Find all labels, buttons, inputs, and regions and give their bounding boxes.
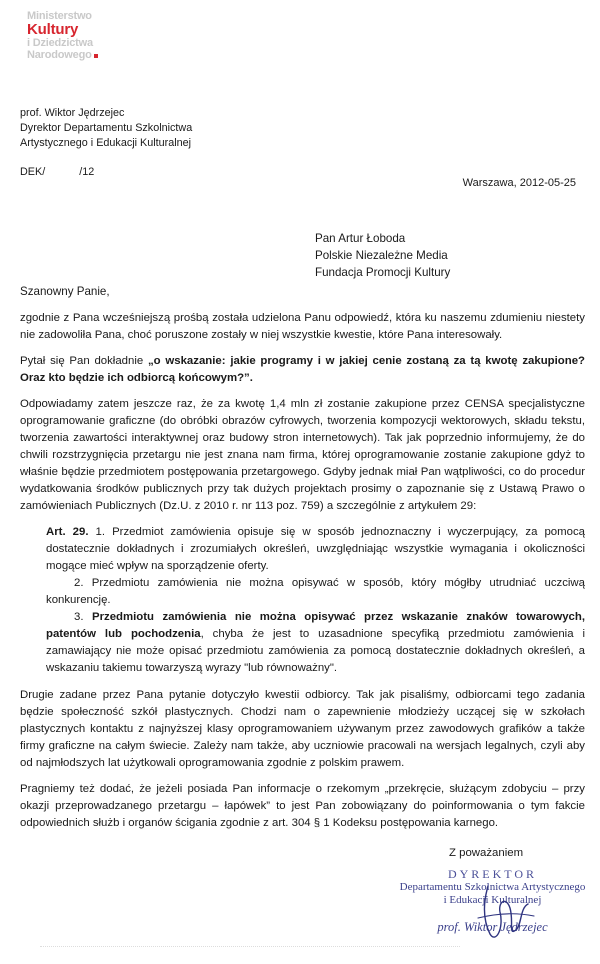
ministry-logo (27, 10, 119, 61)
logo-line-dziedzictwa: i Dziedzictwa (27, 37, 93, 49)
paragraph-1: zgodnie z Pana wcześniejszą prośbą została udzielona Panu odpowiedź, która ku naszemu zdumieniu niestety nie zadowoliła Pana, choć poruszone zostały w niej wszystkie kwestie, które Pana interesowały. (20, 312, 585, 341)
recipient-foundation: Fundacja Promocji Kultury (315, 266, 451, 279)
stamp-title: DYREKTOR (447, 867, 538, 881)
recipient-name: Pan Artur Łoboda (315, 232, 406, 245)
paragraph-2 (20, 353, 585, 387)
paragraph-5: Pragniemy też dodać, że jeżeli posiada Pan informacje o rzekomym „przekręcie, służącym zdobyciu – przy okazji przeprowadzanego przetargu – łapówek” to jest Pan zobowiązany do poinformowania o tym fakcie odpowiednich służb i organów ścigania zgodnie z art. 304 § 1 Kodeksu postępowania karnego. (20, 783, 585, 829)
article-29-point-2: 2. Przedmiotu zamówienia nie można opisywać w sposób, który mógłby utrudniać uczciwą konkurencję. (46, 577, 585, 606)
reference-suffix: /12 (79, 166, 95, 178)
logo-line-narodowego (27, 49, 119, 61)
reference-number (20, 164, 94, 181)
stamp-name: prof. Wiktor Jędrzejec (437, 920, 548, 934)
article-29-label: Art. 29. (46, 526, 89, 538)
article-29-point-3-rest: , chyba że jest to uzasadnione specyfiką przedmiotu zamówienia i zamawiający nie może opisać przedmiotu zamówienia za pomocą dostatecznie dokładnych określeń, a wskazaniu takiemu towarzyszą wyrazy "lub równoważny". (46, 628, 585, 674)
article-29-point-1 (46, 524, 585, 575)
logo-line-ministerstwo: Ministerstwo (27, 10, 92, 22)
footer-print-line (40, 946, 460, 955)
recipient-block (315, 230, 450, 281)
salutation: Szanowny Panie, (20, 285, 110, 298)
closing-phrase: Z poważaniem (449, 847, 524, 859)
letter-date: Warszawa, 2012-05-25 (462, 177, 576, 189)
stamp-line2: i Edukacji Kulturalnej (443, 894, 542, 906)
article-29-point-1-text: 1. Przedmiot zamówienia opisuje się w sposób jednoznaczny i wyczerpujący, za pomocą dostatecznie dokładnych i zrozumiałych określeń, uwzględniając wszystkie wymagania i okoliczności mogące mieć wpływ na sporządzenie oferty. (46, 526, 585, 572)
logo-red-square (94, 54, 98, 58)
reference-prefix: DEK/ (20, 166, 46, 178)
recipient-organization: Polskie Niezależne Media (315, 249, 448, 262)
logo-line-narodowego-text: Narodowego (27, 49, 92, 61)
letter-body (20, 310, 585, 841)
paragraph-3: Odpowiadamy zatem jeszcze raz, że za kwotę 1,4 mln zł zostanie zakupione przez CENSA specjalistyczne oprogramowanie graficzne (do obróbki obrazów cyfrowych, tworzenia kompozycji wektorowych, składu tekstu, tworzenia zawartości interaktywnej oraz budowy stron internetowych). Tak jak poprzednio informujemy, że do chwili rozstrzygnięcia przetargu nie jest znana nam firma, której oprogramowanie zostanie zakupione gdyż to właśnie będzie przedmiotem postępowania przetargowego. Gdyby jednak miał Pan wątpliwości, co do procedur wydatkowania środków publicznych przy tak dużych projektach prosimy o zapoznanie się z Ustawą Prawo o zamówieniach Publicznych (Dz.U. z 2010 r. nr 113 poz. 759) a szczególnie z artykułem 29: (20, 398, 585, 512)
paragraph-2-lead: Pytał się Pan dokładnie (20, 355, 148, 367)
logo-line-kultury: Kultury (27, 21, 79, 38)
handwritten-signature (470, 878, 540, 948)
sender-name: prof. Wiktor Jędrzejec (20, 107, 125, 119)
sender-block (20, 106, 192, 151)
sender-position-line1: Dyrektor Departamentu Szkolnictwa (20, 122, 193, 134)
article-29-quote (46, 524, 585, 677)
paragraph-2-quote: „o wskazanie: jakie programy i w jakiej cenie zostaną za tą kwotę zakupione? Oraz kto będzie ich odbiorcą końcowym?”. (20, 355, 585, 384)
sender-position-line2: Artystycznego i Edukacji Kulturalnej (20, 137, 192, 149)
article-29-point-3 (46, 609, 585, 677)
stamp-line1: Departamentu Szkolnictwa Artystycznego (399, 881, 586, 893)
paragraph-4: Drugie zadane przez Pana pytanie dotyczyło kwestii odbiorcy. Tak jak pisaliśmy, odbiorcami tego zadania będzie społeczność szkół plastycznych. Chodzi nam o zapewnienie młodzieży uczącej się w szkołach plastycznych kontaktu z najnyższej klasy oprogramowaniem używanym przez zawodowych grafików a także firmy graficzne na całym świecie. Zależy nam także, aby uczniowie pracowali na wersjach legalnych, czyli aby od najmłodszych lat użytkowali oprogramowania zgodnie z polskim prawem. (20, 689, 585, 769)
article-29-point-3-num: 3. (74, 611, 92, 623)
article-29-point-3-bold: Przedmiotu zamówienia nie można opisywać przez wskazanie znaków towarowych, patentów lub pochodzenia (46, 611, 585, 640)
